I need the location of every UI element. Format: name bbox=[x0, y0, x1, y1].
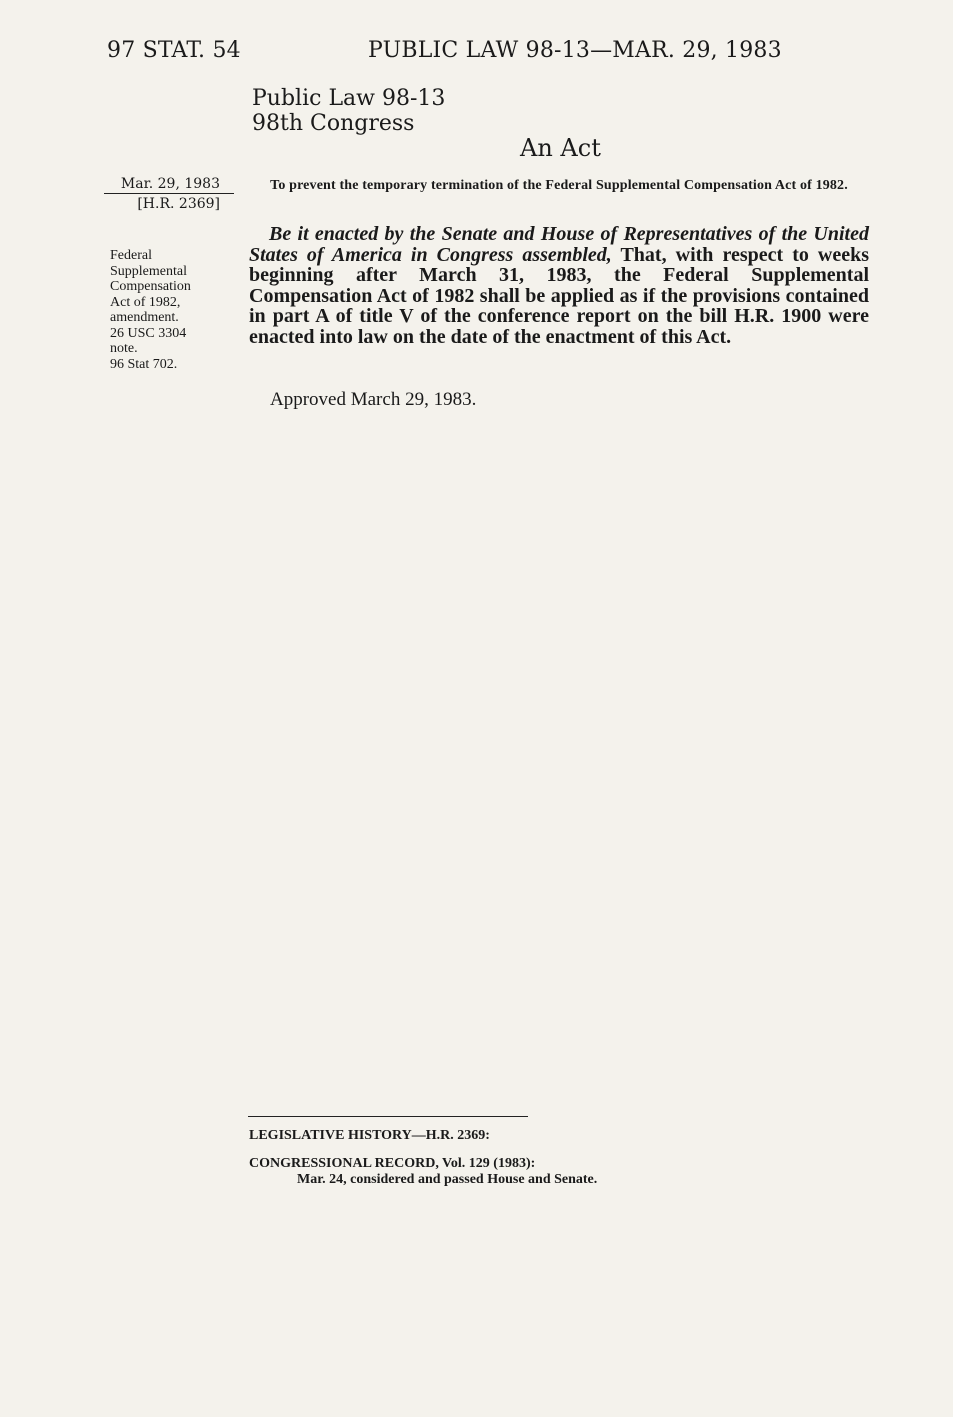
margin-date: Mar. 29, 1983 bbox=[104, 176, 234, 194]
margin-note-line: amendment. bbox=[110, 310, 179, 325]
margin-note-line: Act of 1982, bbox=[110, 294, 181, 310]
approval-date: Approved March 29, 1983. bbox=[270, 389, 477, 410]
congressional-record: CONGRESSIONAL RECORD, Vol. 129 (1983): bbox=[249, 1156, 536, 1171]
enacting-clause: Be it enacted by the Senate and House of Representatives of the United States of America in Congress assembled, bbox=[249, 223, 869, 266]
legislative-history-entry: Mar. 24, considered and passed House and Senate. bbox=[297, 1172, 598, 1187]
running-head: PUBLIC LAW 98-13—MAR. 29, 1983 bbox=[368, 38, 782, 63]
margin-note-line: Federal bbox=[110, 248, 152, 263]
margin-note-line: 26 USC 3304 bbox=[110, 325, 187, 341]
margin-note-line: 96 Stat 702. bbox=[110, 356, 178, 372]
legislative-history-title: LEGISLATIVE HISTORY—H.R. 2369: bbox=[249, 1128, 490, 1143]
margin-note bbox=[110, 248, 240, 372]
act-purpose: To prevent the temporary termination of the Federal Supplemental Compensation Act of 1982. bbox=[270, 178, 848, 193]
act-heading: An Act bbox=[520, 134, 601, 162]
margin-bill-number: [H.R. 2369] bbox=[137, 196, 220, 212]
margin-note-line: Supplemental bbox=[110, 263, 187, 279]
act-body bbox=[249, 224, 869, 347]
public-law-number: Public Law 98-13 bbox=[252, 86, 446, 111]
footer-rule bbox=[248, 1116, 528, 1117]
margin-note-line: note. bbox=[110, 341, 138, 356]
congress-number: 98th Congress bbox=[252, 111, 415, 136]
margin-note-line: Compensation bbox=[110, 279, 191, 294]
act-text: That, with respect to weeks beginning after March 31, 1983, the Federal Supplemental Compensation Act of 1982 shall be applied as if the provisions contained in part A of title V of the conference report on the bill H.R. 1900 were enacted into law on the date of the enactment of this Act. bbox=[249, 243, 869, 348]
stat-reference: 97 STAT. 54 bbox=[107, 38, 241, 63]
